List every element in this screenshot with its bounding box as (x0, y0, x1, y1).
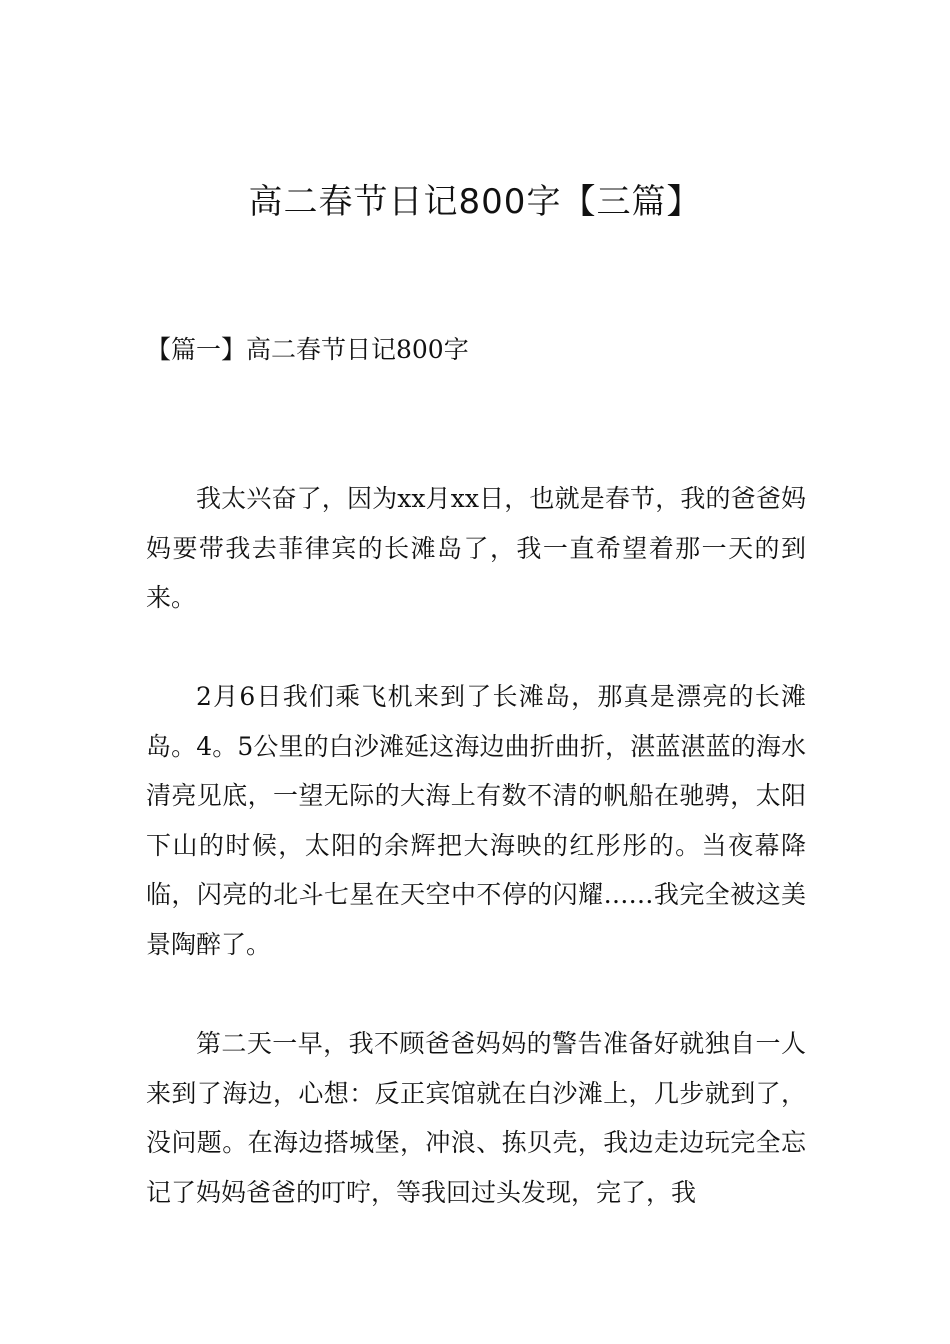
paragraph-1: 我太兴奋了，因为xx月xx日，也就是春节，我的爸爸妈妈要带我去菲律宾的长滩岛了，我一直希望着那一天的到来。 (146, 484, 806, 612)
paragraph-3: 第二天一早，我不顾爸爸妈妈的警告准备好就独自一人来到了海边，心想：反正宾馆就在白沙滩上，几步就到了，没问题。在海边搭城堡，冲浪、拣贝壳，我边走边玩完全忘记了妈妈爸爸的叮咛，等我回过头发现，完了，我 (146, 1029, 806, 1207)
paragraph-2: 2月6日我们乘飞机来到了长滩岛，那真是漂亮的长滩岛。4。5公里的白沙滩延这海边曲折曲折，湛蓝湛蓝的海水清亮见底，一望无际的大海上有数不清的帆船在驰骋，太阳下山的时候，太阳的余辉把大海映的红彤彤的。当夜幕降临，闪亮的北斗七星在天空中不停的闪耀……我完全被这美景陶醉了。 (146, 682, 806, 959)
document-title: 高二春节日记800字【三篇】 (248, 182, 702, 222)
section-heading: 【篇一】高二春节日记800字 (146, 335, 469, 364)
